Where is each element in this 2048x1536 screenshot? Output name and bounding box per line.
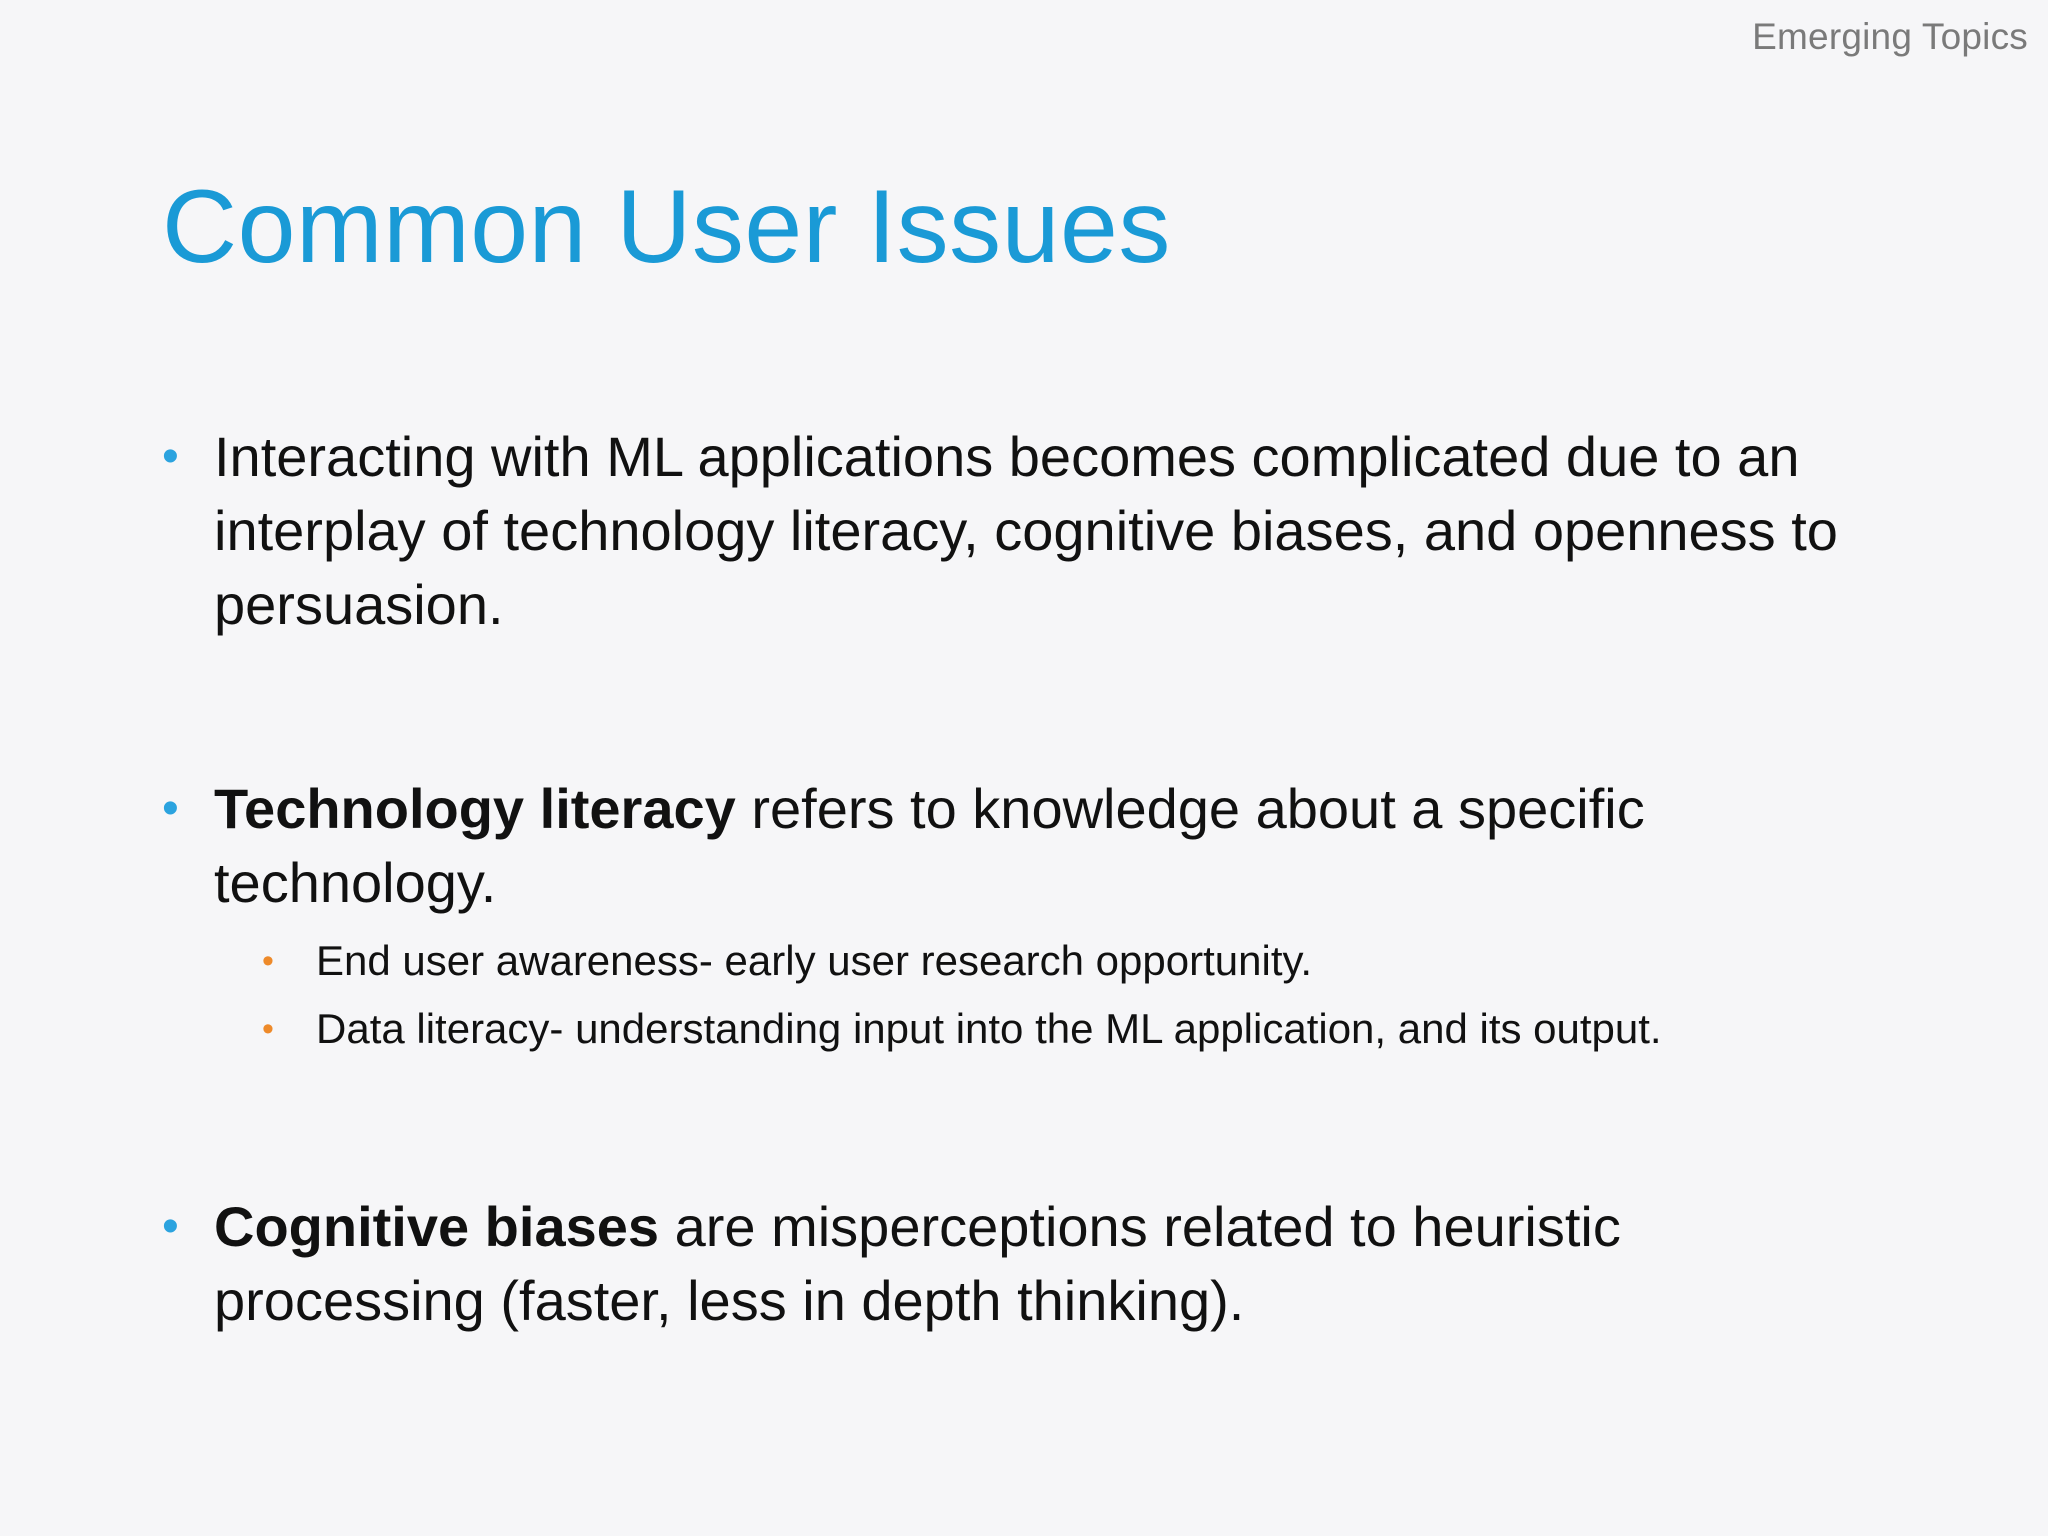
sub-item-text: Data literacy- understanding input into the ML application, and its output.	[316, 1005, 1662, 1052]
bullet-item-technology-literacy	[162, 772, 1882, 920]
sub-bullet-dot-icon: •	[262, 1010, 274, 1048]
bullet-item-interacting	[162, 420, 1882, 642]
bullet-term: Technology literacy	[214, 777, 736, 840]
section-label: Emerging Topics	[1752, 16, 2028, 57]
slide-title: Common User Issues	[162, 169, 1171, 285]
sub-item-data-literacy	[262, 995, 1982, 1063]
bullet-dot-icon: •	[162, 782, 179, 835]
bullet-body: refers to knowledge about a specific technology.	[214, 777, 1645, 914]
bullet-text	[214, 772, 1882, 920]
bullet-body: are misperceptions related to heuristic processing (faster, less in depth thinking).	[214, 1195, 1621, 1332]
bullet-dot-icon: •	[162, 1200, 179, 1253]
sub-list-technology-literacy	[262, 927, 1982, 1063]
sub-item-end-user-awareness	[262, 927, 1982, 995]
sub-item-text: End user awareness- early user research opportunity.	[316, 937, 1313, 984]
bullet-text	[214, 420, 1882, 642]
bullet-text	[214, 1190, 1882, 1338]
bullet-term: Cognitive biases	[214, 1195, 660, 1258]
bullet-dot-icon: •	[162, 430, 179, 483]
bullet-body: Interacting with ML applications becomes complicated due to an interplay of technology literacy, cognitive biases, and openness to persuasion.	[214, 425, 1838, 636]
bullet-item-cognitive-biases	[162, 1190, 1882, 1338]
sub-bullet-dot-icon: •	[262, 942, 274, 980]
